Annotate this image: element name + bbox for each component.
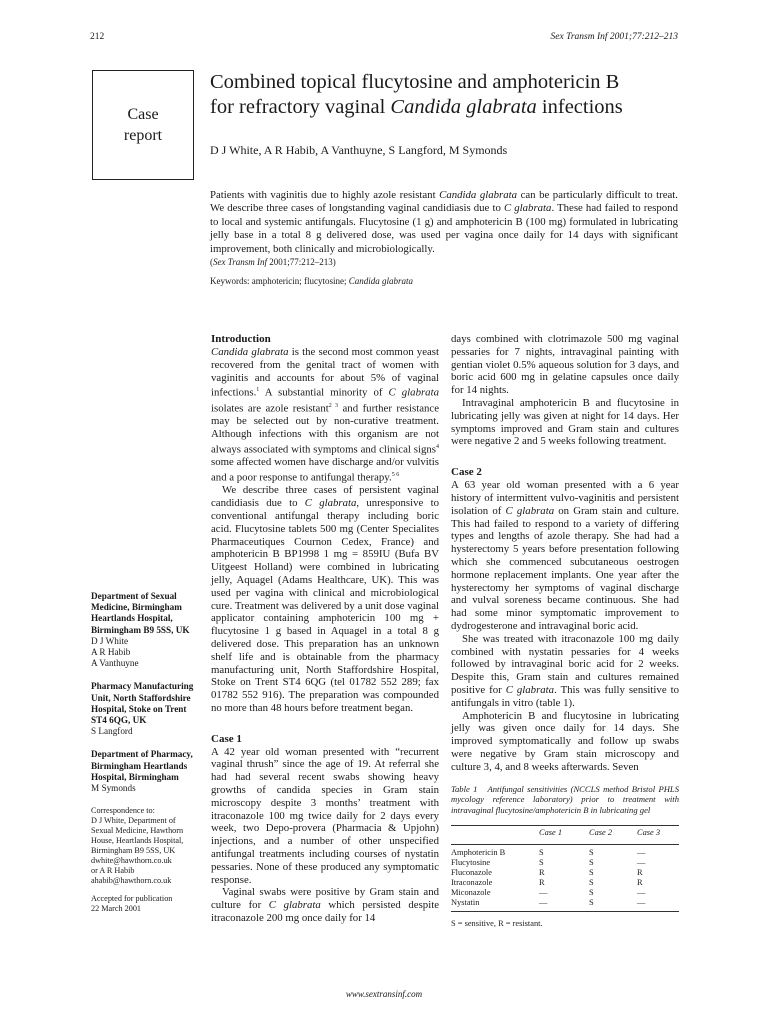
- drug-name-cell: Amphotericin B: [451, 848, 506, 858]
- section-heading-case-1: Case 1: [211, 732, 242, 745]
- accepted-date: Accepted for publication: [91, 894, 173, 904]
- affiliations-sidebar: [91, 591, 201, 914]
- sensitivity-cell: R: [539, 868, 545, 878]
- affiliation-name: S Langford: [91, 726, 133, 737]
- column-1: [211, 333, 439, 925]
- paragraph: Amphotericin B and flucytosine in lubricating jelly was given once daily for 14 days. She improved symptomatically and follow up swabs were negative by Gram stain microscopy and culture 3, 4, and 8 weeks afterwards. Seven: [451, 709, 679, 773]
- table-header-row: Case 1 Case 2 Case 3: [451, 826, 679, 845]
- paragraph: days combined with clotrimazole 500 mg vaginal pessaries for 7 nights, intravaginal painting with gentian violet 0.5% aqueous solution for 3 days, and boric acid 600 mg in gelatine capsules once daily for 14 nights.: [451, 333, 679, 397]
- paragraph: A 42 year old woman presented with “recurrent vaginal thrush” since the age of 19. At referral she had had several recent swabs showing heavy growths of candida species in Gram stain microscopy despite 3 months’ treatment with itraconazole 100 mg twice daily for 2 days every week, two Depo-provera (Pharmacia & Upjohn) injections, and a number of other unspecified antifungal treatments including courses of nystatin pessaries. None of these produced any symptomatic response.: [211, 745, 439, 886]
- sensitivity-cell: —: [637, 888, 646, 898]
- case-label: Case: [127, 106, 159, 123]
- title-line-1: Combined topical flucytosine and amphotericin B: [210, 71, 620, 93]
- affiliation-dept-3: Department of Pharmacy, Birmingham Heartlands Hospital, Birmingham: [91, 749, 193, 782]
- page-number: 212: [90, 32, 105, 42]
- sensitivity-cell: R: [539, 878, 545, 888]
- affiliation-dept-2: Pharmacy Manufacturing Unit, North Staffordshire Hospital, Stoke on Trent ST4 6QG, UK: [91, 681, 194, 726]
- affiliation-dept-1: Department of Sexual Medicine, Birmingham Heartlands Hospital, Birmingham B9 5SS, UK: [91, 591, 190, 635]
- paragraph: A 63 year old woman presented with a 6 year history of intermittent vulvo-vaginitis and persistent isolation of C glabrata on Gram stain and culture. This had failed to respond to a variety of differing types and lengths of azole therapy. She had had a hysterectomy 5 years before presentation following which she commenced subcutaneous oestrogen hormone replacement implants. One year after the hysterectomy her symptoms of vaginal discharge and vulval soreness became continuous. She had had some minor symptomatic improvement to dydrogesterone and intravaginal boric acid.: [451, 479, 679, 632]
- table-row: [451, 898, 679, 912]
- table-row: [451, 888, 679, 898]
- affiliation-name: A R Habib: [91, 647, 131, 658]
- table-row: [451, 858, 679, 868]
- journal-citation: Sex Transm Inf 2001;77:212–213: [550, 32, 678, 42]
- section-heading-case-2: Case 2: [451, 466, 482, 479]
- sensitivity-cell: R: [637, 878, 643, 888]
- drug-name-cell: Nystatin: [451, 898, 480, 908]
- sensitivity-cell: —: [539, 898, 548, 908]
- sensitivity-cell: —: [539, 888, 548, 898]
- sensitivity-cell: S: [589, 868, 594, 878]
- table-caption: Table 1 Antifungal sensitivities (NCCLS method Bristol PHLS mycology reference laboratory) prior to treatment with intravaginal flucytosine/amphotericin B in lubricating gel: [451, 783, 679, 815]
- paragraph: Candida glabrata is the second most common yeast recovered from the genital tract of women with vaginitis and accounts for about 5% of vaginal infections.$^1$ A substantial minority of C glabrata isolates are azole resistant$^{2 3}$ and further resistance may be selected out by non-curative treatment. Although infections with this organism are not always associated with symptoms and clinical signs$^4$ some affected women have discharge and/or vulvitis and a poor response to antifungal therapy.$^{5 6}$: [211, 346, 439, 484]
- correspondence: Correspondence to: D J White, Department of Sexual Medicine, Hawthorn House, Heartlands Hospital, Birmingham B9 5SS, UK dwhite@hawthorn.co.uk or A R Habib ahabib@hawthorn.co.uk Accepted for publication 22 March 2001: [91, 806, 201, 914]
- drug-name-cell: Fluconazole: [451, 868, 492, 878]
- paragraph: Vaginal swabs were positive by Gram stain and culture for C glabrata which persisted despite itraconazole 200 mg once daily for 14: [211, 886, 439, 925]
- table-note: S = sensitive, R = resistant.: [451, 919, 543, 929]
- sensitivity-cell: S: [539, 848, 544, 858]
- affiliation-name: A Vanthuyne: [91, 658, 139, 669]
- paragraph: She was treated with itraconazole 100 mg daily combined with nystatin pessaries for 4 weeks followed by intravaginal boric acid for 2 weeks. Despite this, Gram stain and cultures remained positive for C glabrata. This was fully sensitive to antifungals in vitro (table 1).: [451, 632, 679, 709]
- abstract: Patients with vaginitis due to highly azole resistant Candida glabrata can be particularly difficult to treat. We describe three cases of longstanding vaginal candidiasis due to C glabrata. These had failed to respond to local and systemic antifungals. Flucytosine (1 g) and amphotericin B (100 mg) formulated in lubricating jelly base in a total 8 g delivered dose, was used per vagina once daily for 14 days with significant improvement, both clinically and microbiologically. (Sex Transm Inf 2001;77:212–213): [210, 189, 678, 268]
- drug-name-cell: Itraconazole: [451, 878, 493, 888]
- report-label: report: [123, 127, 163, 144]
- drug-name-cell: Flucytosine: [451, 858, 491, 868]
- journal-website: www.sextransinf.com: [345, 989, 423, 999]
- sensitivity-cell: S: [589, 848, 594, 858]
- author-list: D J White, A R Habib, A Vanthuyne, S Langford, M Symonds: [210, 143, 508, 157]
- paragraph: Intravaginal amphotericin B and flucytosine in lubricating jelly was given at night for 14 days. Her symptoms improved and Gram stain and cultures were negative 2 and 5 weeks following treatment.: [451, 396, 679, 448]
- column-2: [451, 333, 679, 931]
- sensitivity-cell: S: [589, 858, 594, 868]
- case-report-box: [92, 70, 194, 180]
- table-row: [451, 878, 679, 888]
- sensitivity-cell: S: [589, 888, 594, 898]
- affiliation-name: M Symonds: [91, 783, 136, 794]
- sensitivity-cell: —: [637, 898, 646, 908]
- affiliation-name: D J White: [91, 635, 129, 646]
- drug-name-cell: Miconazole: [451, 888, 491, 898]
- article-title: [210, 70, 690, 120]
- section-heading-introduction: Introduction: [211, 333, 271, 345]
- sensitivity-cell: —: [637, 848, 646, 858]
- keywords: Keywords: amphotericin; flucytosine; Candida glabrata: [210, 276, 413, 286]
- abstract-citation: (Sex Transm Inf 2001;77:212–213): [210, 257, 336, 268]
- sensitivity-cell: —: [637, 858, 646, 868]
- sensitivity-table: [451, 825, 679, 912]
- sensitivity-cell: R: [637, 868, 643, 878]
- paragraph: We describe three cases of persistent vaginal candidiasis due to C glabrata, unresponsive to conventional antifungal therapy including boric acid. Flucytosine tablets 500 mg (Center Specialites Pharmaceutiques Cournon Cedex, France) and amphotericin B BP1998 1 mg = 859IU (Bufa BV Uitgeest Holland) were combined in lubricating jelly, Aquagel (Adams Healthcare, UK). This was used per vagina with clinical and microbiological cure. Treatment was delivered by a unit dose vaginal applicator containing amphotericin 100 mg + flucytosine 1 g based in Aquagel in a total 8 g delivered dose. This preparation has an unknown shelf life and is obtainable from the pharmacy manufacturing unit, North Staffordshire Hospital, Stoke on Trent ST4 6QG (tel 01782 552 289; fax 01782 552 916). The preparation was compounded no more than 48 hours before treatment began.: [211, 484, 439, 714]
- title-line-2: for refractory vaginal Candida glabrata infections: [210, 96, 623, 118]
- table-row: [451, 845, 679, 859]
- sensitivity-cell: S: [589, 878, 594, 888]
- sensitivity-cell: S: [589, 898, 594, 908]
- sensitivity-cell: S: [539, 858, 544, 868]
- table-row: [451, 868, 679, 878]
